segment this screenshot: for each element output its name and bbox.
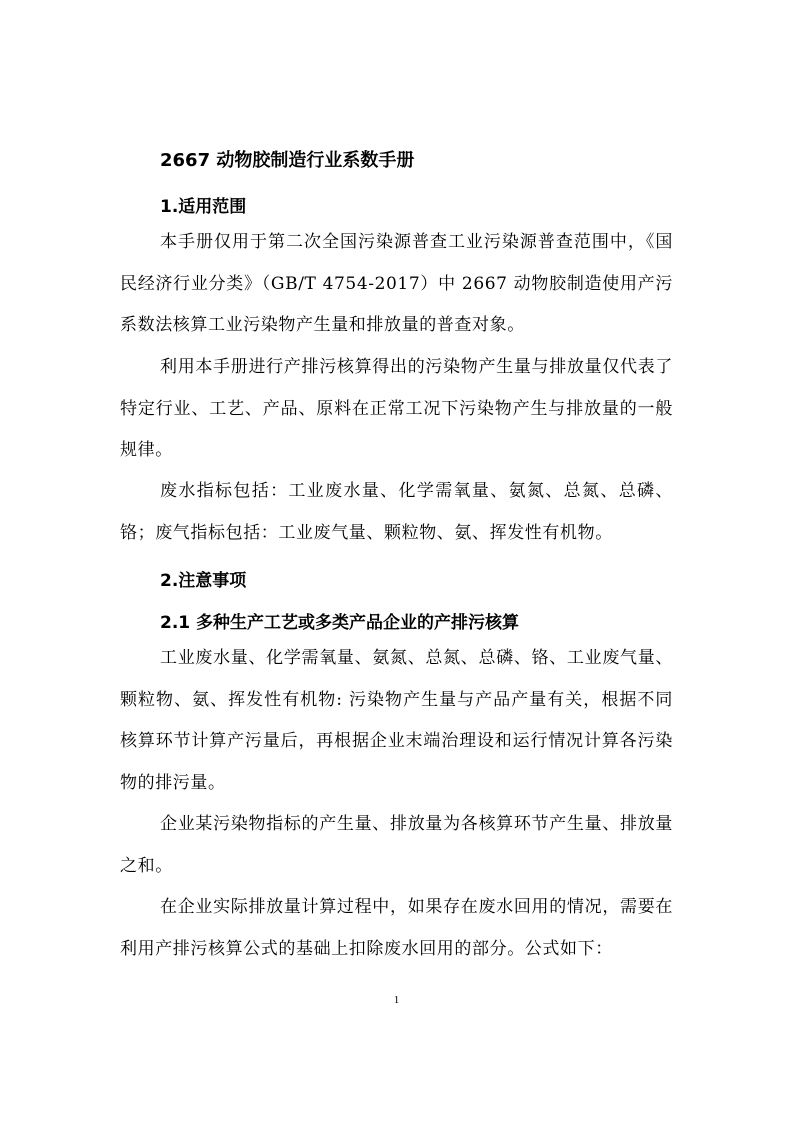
paragraph-scope-limits: 利用本手册进行产排污核算得出的污染物产生量与排放量仅代表了特定行业、工艺、产品、原料在正常工况下污染物产生与排放量的一般规律。 [120, 357, 673, 460]
paragraph-wastewater-reuse: 在企业实际排放量计算过程中，如果存在废水回用的情况，需要在利用产排污核算公式的基础上扣除废水回用的部分。公式如下： [120, 897, 673, 959]
paragraph-indicators: 废水指标包括：工业废水量、化学需氧量、氨氮、总氮、总磷、铬；废气指标包括：工业废气量、颗粒物、氨、挥发性有机物。 [120, 481, 673, 543]
document-title: 2667 动物胶制造行业系数手册 [160, 150, 415, 171]
subsection-heading-multi-process: 2.1 多种生产工艺或多类产品企业的产排污核算 [160, 613, 520, 633]
paragraph-pollutant-calculation: 工业废水量、化学需氧量、氨氮、总氮、总磷、铬、工业废气量、颗粒物、氨、挥发性有机物: 污染物产生量与产品产量有关，根据不同核算环节计算产污量后，再根据企业末端治理设和运行情况计算各污染物的排污量。 [120, 648, 673, 793]
section-heading-notes: 2.注意事项 [160, 571, 247, 591]
section-heading-scope: 1.适用范围 [160, 197, 247, 217]
page-number: 1 [393, 994, 400, 1006]
paragraph-sum-rule: 企业某污染物指标的产生量、排放量为各核算环节产生量、排放量之和。 [120, 814, 673, 876]
paragraph-scope-intro: 本手册仅用于第二次全国污染源普查工业污染源普查范围中，《国民经济行业分类》（GB/T 4754-2017）中 2667 动物胶制造使用产污系数法核算工业污染物产生量和排放量的普查对象。 [120, 232, 673, 335]
